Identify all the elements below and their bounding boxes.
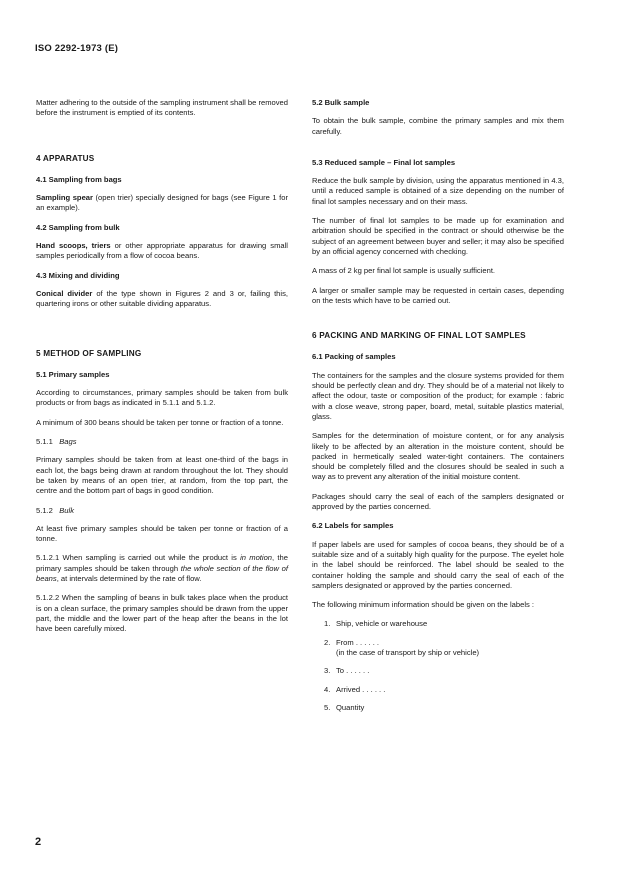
section-5-1-2-2-number: 5.1.2.2 <box>36 593 60 603</box>
list-item-text: To . . . . . . <box>336 666 370 676</box>
section-5-1-2-2-body: When the sampling of beans in bulk takes place when the product is on a clean surface, the primary samples should be drawn from the upper part, the middle and the lower part of the heap after the beans in the lot have been carefully mixed. <box>36 593 288 634</box>
section-4-3-heading: 4.3 Mixing and dividing <box>36 270 120 280</box>
list-item <box>324 619 564 629</box>
section-6-1-p2: Samples for the determination of moisture content, or for any analysis likely to be affected by an alteration in the moisture content, should be packed in hermetically sealed water-tight containers. The containers should be completely filled and the closures should be sealed in such a way as to prevent any alteration of the initial moisture content. <box>312 431 564 482</box>
section-5-1-2-1-part1: When sampling is carried out while the product is <box>59 553 241 563</box>
right-column <box>312 98 564 721</box>
section-5-3-p3: A mass of 2 kg per final lot sample is usually sufficient. <box>312 266 496 276</box>
list-item-number: 3. <box>324 666 331 676</box>
section-4-1-heading: 4.1 Sampling from bags <box>36 174 122 184</box>
section-5-1-1-number: 5.1.1 <box>36 437 53 447</box>
list-item-note: (in the case of transport by ship or vehicle) <box>336 647 480 657</box>
section-6-heading: 6 PACKING AND MARKING OF FINAL LOT SAMPLES <box>312 331 526 341</box>
section-5-1-2-1-text <box>36 553 288 584</box>
section-5-1-1-heading <box>36 437 288 447</box>
term-conical-divider: Conical divider <box>36 288 93 298</box>
intro-paragraph: Matter adhering to the outside of the sampling instrument shall be removed before the instrument is emptied of its contents. <box>36 98 288 118</box>
section-5-1-2-1-part2: , the primary samples should be taken through <box>36 553 288 573</box>
section-5-1-2-1-part3: , at intervals determined by the rate of flow. <box>56 574 202 584</box>
term-hand-scoops: Hand scoops, triers <box>36 241 111 251</box>
section-6-1-p1: The containers for the samples and the closure systems provided for them should be perfectly clean and dry. They should be of a material not likely to affect the odour, taste or composition of the product; for example : fabric with a close weave, strong paper, board, metal, suitable plastics material, glass. <box>312 370 564 421</box>
section-4-2-body: or other appropriate apparatus for drawing small samples periodically from a flow of cocoa beans. <box>36 241 288 261</box>
section-5-1-1-title: Bags <box>59 437 77 447</box>
section-5-2-heading: 5.2 Bulk sample <box>312 98 370 107</box>
list-item-number: 5. <box>324 702 331 712</box>
section-4-2-text <box>36 241 288 262</box>
section-5-1-p2: A minimum of 300 beans should be taken per tonne or fraction of a tonne. <box>36 417 284 427</box>
section-6-1-p3: Packages should carry the seal of each of the samplers designated or approved by the parties concerned. <box>312 491 564 512</box>
section-5-3-p4: A larger or smaller sample may be requested in certain cases, depending on the tests which have to be carried out. <box>312 285 564 305</box>
section-5-3-heading: 5.3 Reduced sample – Final lot samples <box>312 157 456 167</box>
page-number: 2 <box>35 836 42 848</box>
list-item-text: From . . . . . . <box>336 637 380 647</box>
section-4-heading: 4 APPARATUS <box>36 153 95 163</box>
section-5-heading: 5 METHOD OF SAMPLING <box>36 348 142 358</box>
list-item-number: 4. <box>324 684 331 694</box>
section-5-1-2-number: 5.1.2 <box>36 505 53 515</box>
section-5-1-heading: 5.1 Primary samples <box>36 369 110 379</box>
section-5-1-1-text: Primary samples should be taken from at least one-third of the bags in each lot, the bags being drawn at random throughout the lot. They should be taken by means of an open trier, at random, from the top part, the centre and the bottom part of bags in good condition. <box>36 455 288 496</box>
term-sampling-spear: Sampling spear <box>36 193 93 203</box>
section-4-3-body: of the type shown in Figures 2 and 3 or, failing this, quartering irons or other suitable dividing apparatus. <box>36 288 288 309</box>
section-4-3-text <box>36 289 288 310</box>
list-item-text: Ship, vehicle or warehouse <box>336 619 428 629</box>
emphasis-in-motion: in motion <box>240 553 273 563</box>
list-item <box>324 666 564 676</box>
section-5-1-2-heading <box>36 506 288 516</box>
section-5-1-2-2-text <box>36 593 288 634</box>
section-5-2-text: To obtain the bulk sample, combine the primary samples and mix them carefully. <box>312 116 564 136</box>
section-4-1-text <box>36 193 288 214</box>
section-6-2-p1: If paper labels are used for samples of cocoa beans, they should be of a suitable size and of a suitably high quality for the purpose. The eyelet hole in the label should be reinforced. The label should be sealed to the container holding the sample and should carry the seal of each of the samplers designated or approved by the parties concerned. <box>312 539 564 590</box>
section-5-1-p1: According to circumstances, primary samples should be taken from bulk products or from bags as indicated in 5.1.1 and 5.1.2. <box>36 388 288 408</box>
list-item-number: 1. <box>324 619 331 629</box>
section-6-1-heading: 6.1 Packing of samples <box>312 352 396 362</box>
list-item-number: 2. <box>324 637 331 647</box>
list-item <box>324 638 564 659</box>
section-5-3-p2: The number of final lot samples to be made up for examination and arbitration should be specified in the contract or should otherwise be the subject of an agreement between buyer and seller; it may also be specified by an official agency concerned with checking. <box>312 216 564 256</box>
list-item <box>324 703 564 713</box>
left-column <box>36 98 288 644</box>
section-6-2-p2: The following minimum information should be given on the labels : <box>312 600 535 610</box>
section-5-3-p1: Reduce the bulk sample by division, using the apparatus mentioned in 4.3, until a reduced sample is obtained of a size depending on the number of final lot samples necessary and on their mass. <box>312 176 564 206</box>
section-4-1-body: (open trier) specially designed for bags (see Figure 1 for an example). <box>36 193 288 213</box>
list-item <box>324 685 564 695</box>
section-4-2-heading: 4.2 Sampling from bulk <box>36 222 120 232</box>
section-6-2-heading: 6.2 Labels for samples <box>312 521 394 531</box>
section-5-1-2-1-number: 5.1.2.1 <box>36 553 60 563</box>
section-5-1-2-text: At least five primary samples should be taken per tonne or fraction of a tonne. <box>36 523 288 544</box>
label-info-list <box>312 619 564 713</box>
list-item-text: Quantity <box>336 702 365 712</box>
document-header: ISO 2292-1973 (E) <box>35 43 119 54</box>
section-5-1-2-title: Bulk <box>59 505 75 515</box>
emphasis-whole-section: the whole section of the flow of beans <box>36 563 288 584</box>
list-item-text: Arrived . . . . . . <box>336 684 386 694</box>
